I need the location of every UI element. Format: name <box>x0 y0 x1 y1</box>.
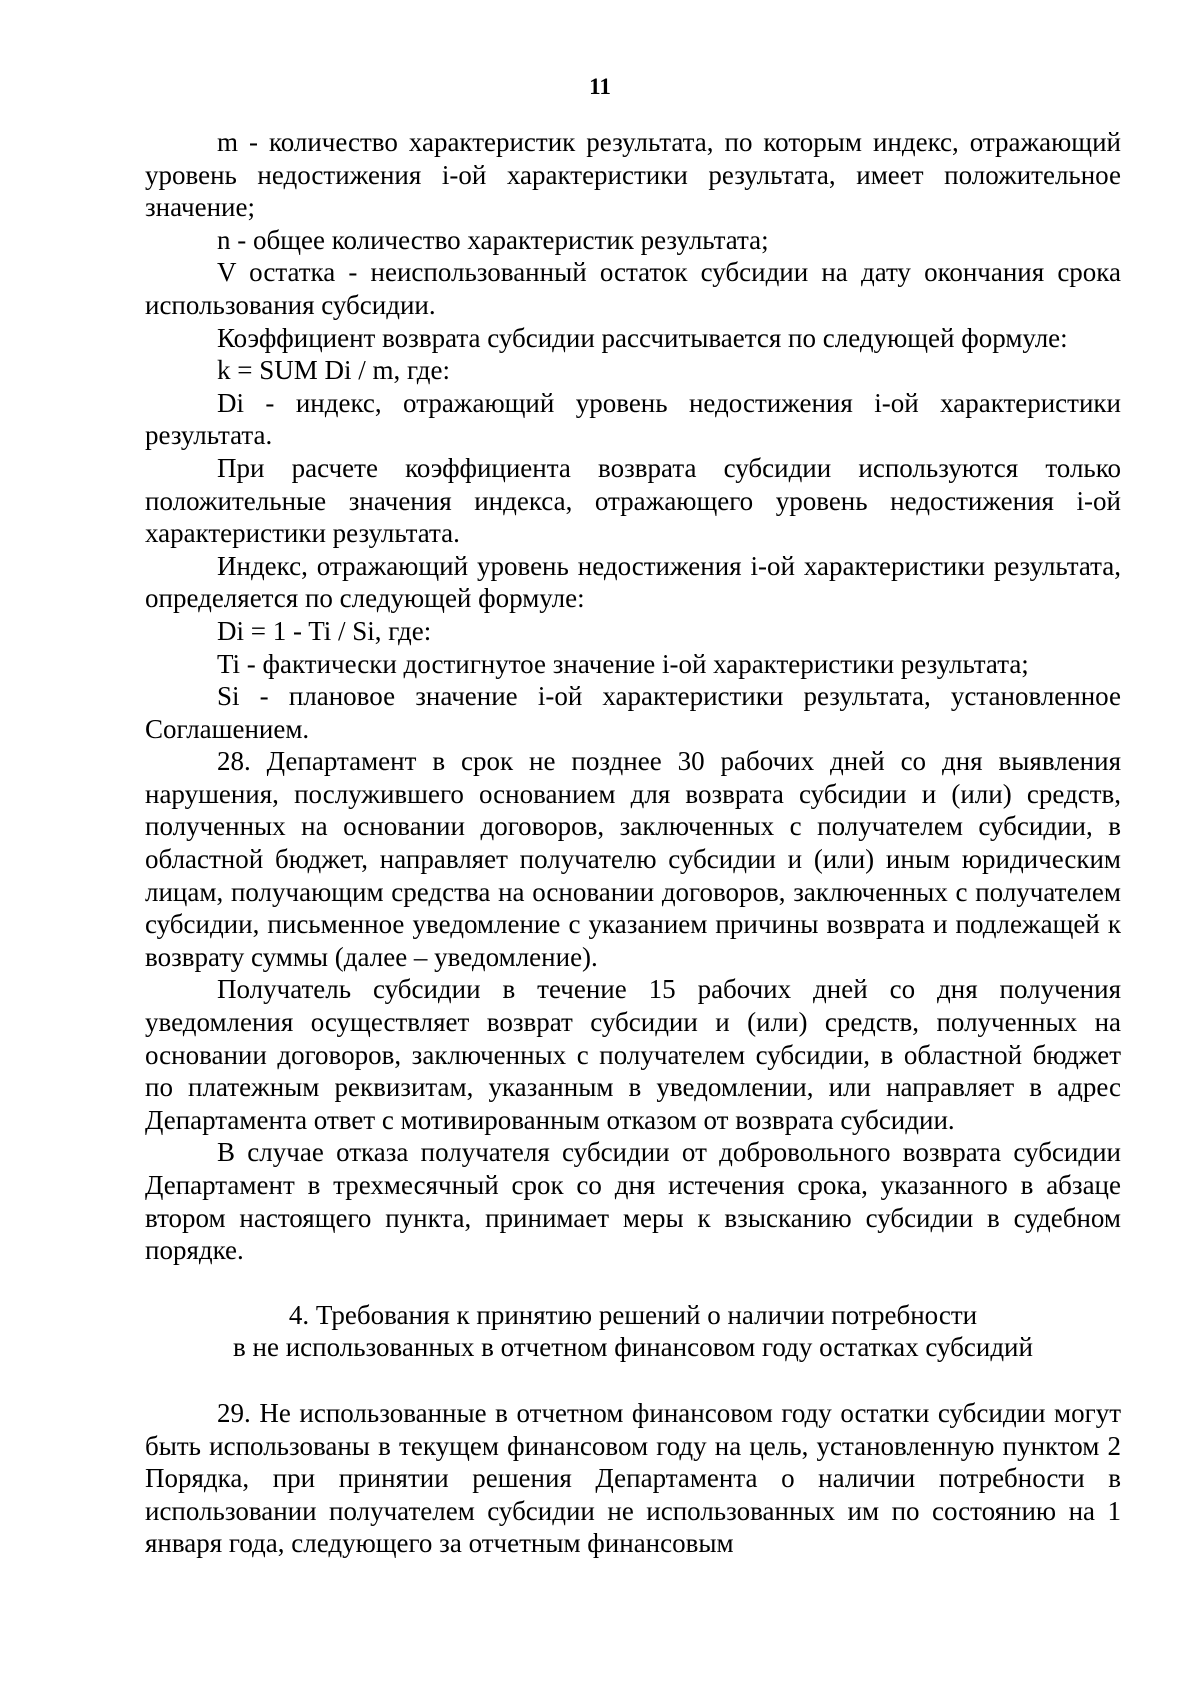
paragraph-di-definition: Di - индекс, отражающий уровень недостижения i-ой характеристики результата. <box>145 387 1121 451</box>
paragraph-refusal-case: В случае отказа получателя субсидии от добровольного возврата субсидии Департамент в трехмесячный срок со дня истечения срока, указанного в абзаце втором настоящего пункта, принимает меры к взысканию субсидии в судебном порядке. <box>145 1137 1121 1266</box>
paragraph-coefficient-intro: Коэффициент возврата субсидии рассчитывается по следующей формуле: <box>217 322 1068 353</box>
document-body <box>145 126 1121 1560</box>
formula-di: Di = 1 - Ti / Si, где: <box>217 615 432 646</box>
paragraph-item-28: 28. Департамент в срок не позднее 30 рабочих дней со дня выявления нарушения, послужившего основанием для возврата субсидии и (или) средств, полученных на основании договоров, заключенных с получателем субсидии, в областной бюджет, направляет получателю субсидии и (или) иным юридическим лицам, получающим средства на основании договоров, заключенных с получателем субсидии, письменное уведомление с указанием причины возврата и подлежащей к возврату суммы (далее – уведомление). <box>145 746 1121 972</box>
section-heading-line-2: в не использованных в отчетном финансовом году остатках субсидий <box>233 1332 1033 1363</box>
paragraph-si-definition: Si - плановое значение i-ой характеристики результата, установленное Соглашением. <box>145 681 1121 744</box>
page-number: 11 <box>589 74 611 99</box>
paragraph-item-29: 29. Не использованные в отчетном финансовом году остатки субсидии могут быть использованы в текущем финансовом году на цель, установленную пунктом 2 Порядка, при принятии решения Департамента о наличии потребности в использовании получателем субсидии не использованных им по состоянию на 1 января года, следующего за отчетным финансовым <box>145 1397 1121 1559</box>
section-heading-line-1: 4. Требования к принятию решений о наличии потребности <box>288 1299 978 1330</box>
paragraph-recipient-return: Получатель субсидии в течение 15 рабочих дней со дня получения уведомления осуществляет возврат субсидии и (или) средств, полученных на основании договоров, заключенных с получателем субсидии, в областной бюджет по платежным реквизитам, указанным в уведомлении, или направляет в адрес Департамента ответ с мотивированным отказом от возврата субсидии. <box>145 974 1121 1135</box>
paragraph-m-definition: m - количество характеристик результата, по которым индекс, отражающий уровень недостижения i-ой характеристики результата, имеет положительное значение; <box>145 127 1121 223</box>
paragraph-ti-definition: Ti - фактически достигнутое значение i-ой характеристики результата; <box>217 648 1029 679</box>
paragraph-index-intro: Индекс, отражающий уровень недостижения i-ой характеристики результата, определяется по следующей формуле: <box>145 550 1121 614</box>
formula-k: k = SUM Di / m, где: <box>217 355 450 386</box>
paragraph-positive-values: При расчете коэффициента возврата субсидии используются только положительные значения индекса, отражающего уровень недостижения i-ой характеристики результата. <box>145 452 1121 549</box>
paragraph-n-definition: n - общее количество характеристик результата; <box>217 224 769 255</box>
paragraph-v-definition: V остатка - неиспользованный остаток субсидии на дату окончания срока использования субсидии. <box>145 257 1121 320</box>
section-heading-4 <box>145 1299 1121 1364</box>
